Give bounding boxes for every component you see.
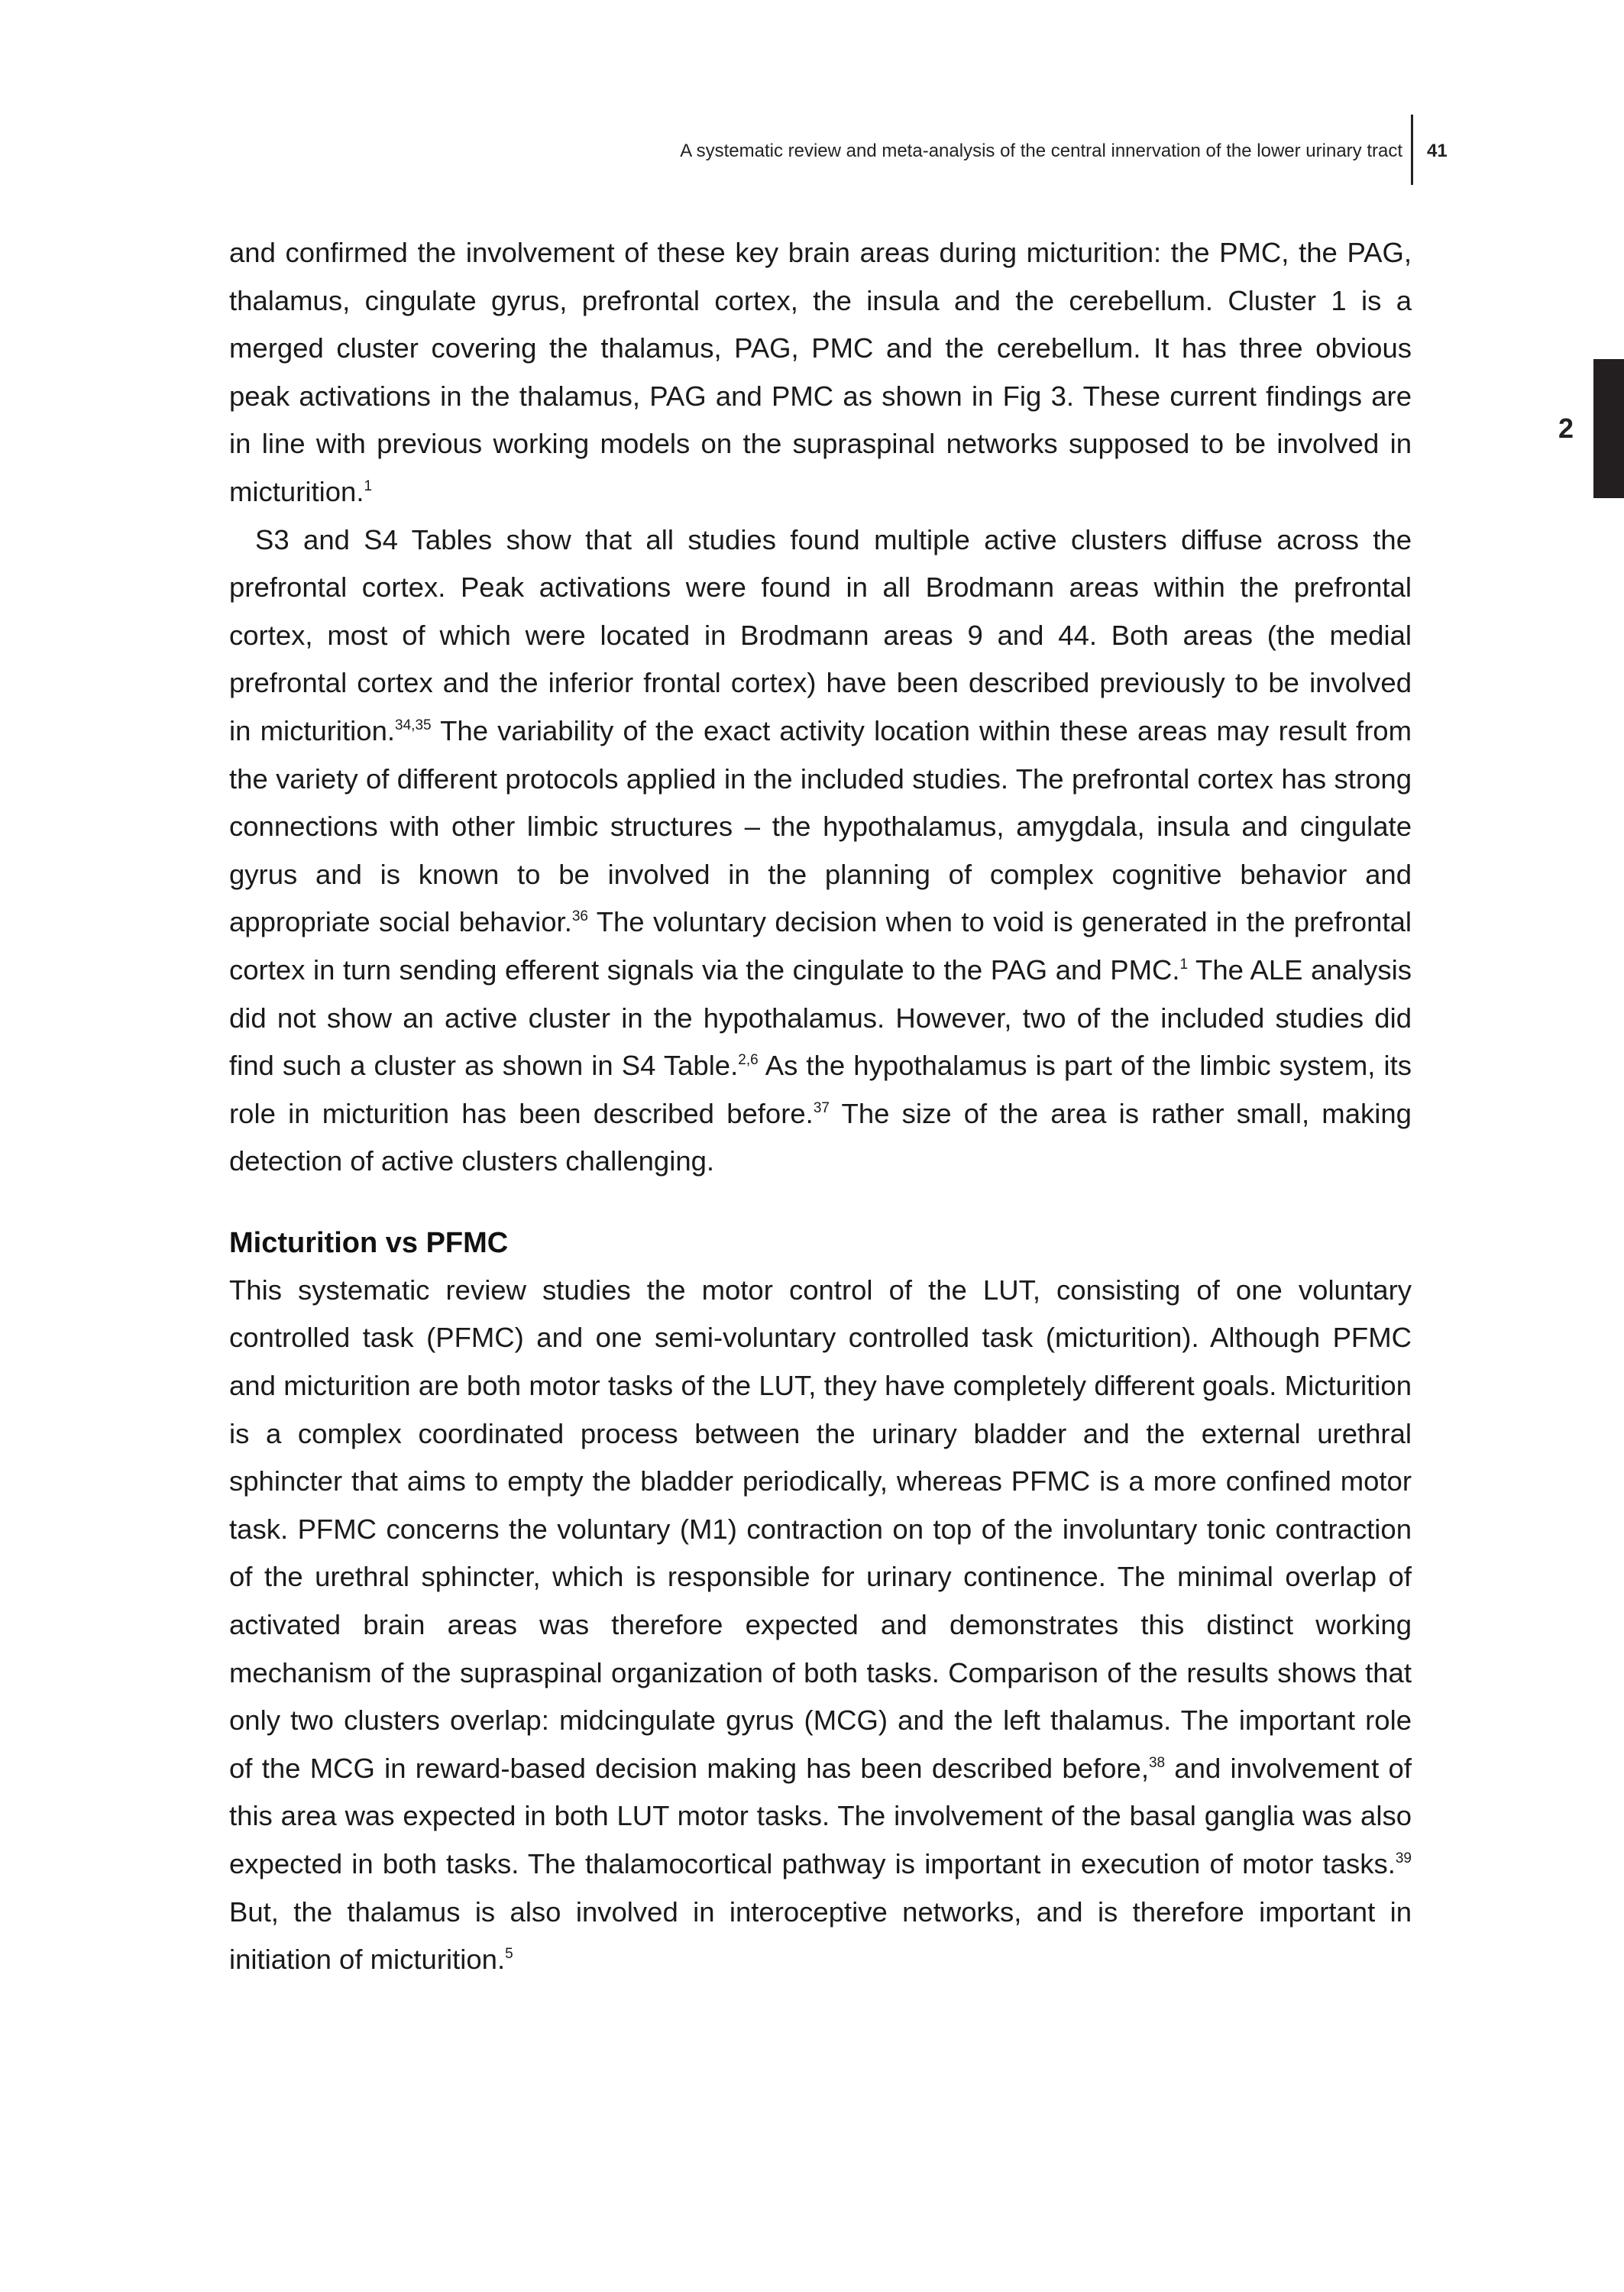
citation-ref: 2,6 — [738, 1052, 759, 1069]
paragraph-text: The voluntary decision when to void is generated in the prefrontal cortex in turn sending efferent signals via the cingulate to the PAG and PMC. — [229, 906, 1412, 986]
citation-ref: 34,35 — [395, 717, 432, 733]
paragraph-text: The ALE analysis did not show an active cluster in the hypothalamus. However, two of the included studies did find such a cluster as shown in S4 Table. — [229, 953, 1412, 1082]
running-header — [229, 115, 1448, 185]
paragraph-text: S3 and S4 Tables show that all studies found multiple active clusters diffuse across the prefrontal cortex. Peak activations were found in all Brodmann areas within the prefrontal cortex, most of which were located in Brodmann areas 9 and 44. Both areas (the medial prefrontal cortex and the inferior frontal cortex) have been described previously to be involved in micturition. — [229, 523, 1412, 746]
chapter-tab-marker — [1593, 359, 1624, 498]
page-number: 41 — [1427, 141, 1448, 161]
running-title: A systematic review and meta-analysis of the central innervation of the lower urinary tract — [680, 141, 1402, 161]
citation-ref: 37 — [813, 1099, 830, 1116]
paragraph-text: and confirmed the involvement of these key brain areas during micturition: the PMC, the PAG, thalamus, cingulate gyrus, prefrontal cortex, the insula and the cerebellum. Cluster 1 is a merged cluster covering the thalamus, PAG, PMC and the cerebellum. It has three obvious peak activations in the thalamus, PAG and PMC as shown in Fig 3. These current findings are in line with previous working models on the supraspinal networks supposed to be involved in micturition. — [229, 237, 1412, 507]
header-divider — [1411, 115, 1413, 185]
citation-ref: 1 — [1179, 956, 1189, 973]
paragraph-continued — [229, 229, 1412, 516]
citation-ref: 5 — [505, 1946, 513, 1963]
paragraph-micturition-vs-pfmc — [229, 1267, 1412, 1984]
citation-ref: 38 — [1148, 1754, 1166, 1771]
chapter-number: 2 — [1558, 413, 1574, 444]
paragraph-text: The size of the area is rather small, making detection of active clusters challenging. — [229, 1097, 1412, 1177]
citation-ref: 1 — [364, 478, 373, 494]
paragraph-text: The variability of the exact activity location within these areas may result from the variety of different protocols applied in the included studies. The prefrontal cortex has strong connections with other limbic structures – the hypothalamus, amygdala, insula and cingulate gyrus and is known to be involved in the planning of complex cognitive behavior and appropriate social behavior. — [229, 714, 1412, 938]
paragraph-text: But, the thalamus is also involved in interoceptive networks, and is therefore important in initiation of micturition. — [229, 1895, 1412, 1976]
paragraph-text: As the hypothalamus is part of the limbic system, its role in micturition has been described before. — [229, 1050, 1412, 1129]
section-heading: Micturition vs PFMC — [229, 1226, 509, 1259]
citation-ref: 39 — [1395, 1850, 1412, 1866]
citation-ref: 36 — [571, 908, 588, 925]
paragraph-prefrontal — [229, 516, 1412, 1186]
paragraph-text: This systematic review studies the motor control of the LUT, consisting of one voluntary controlled task (PFMC) and one semi-voluntary controlled task (micturition). Although PFMC and micturition are both motor tasks of the LUT, they have completely different goals. Micturition is a complex coordinated process between the urinary bladder and the external urethral sphincter that aims to empty the bladder periodically, whereas PFMC is a more confined motor task. PFMC concerns the voluntary (M1) contraction on top of the involuntary tonic contraction of the urethral sphincter, which is responsible for urinary continence. The minimal overlap of activated brain areas was therefore expected and demonstrates this distinct working mechanism of the supraspinal organization of both tasks. Comparison of the results shows that only two clusters overlap: midcingulate gyrus (MCG) and the left thalamus. The important role of the MCG in reward-based decision making has been described before, — [229, 1274, 1412, 1784]
paragraph-text: and involvement of this area was expected in both LUT motor tasks. The involvement of the basal ganglia was also expected in both tasks. The thalamocortical pathway is important in execution of motor tasks. — [229, 1752, 1412, 1879]
page-body — [229, 229, 1412, 1984]
